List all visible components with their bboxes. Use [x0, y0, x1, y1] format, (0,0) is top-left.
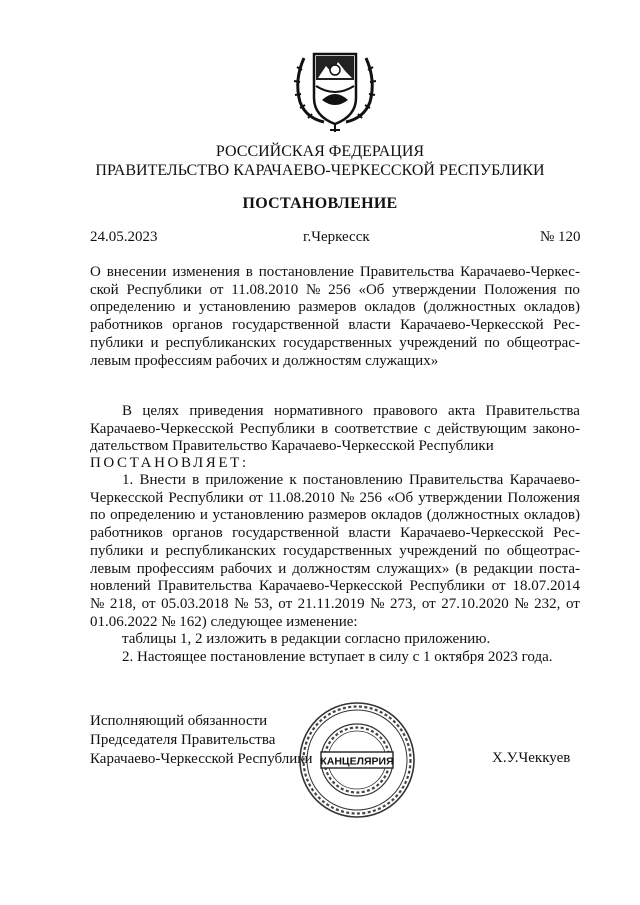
text-line: В целях приведения нормативного правового акта Правительства [122, 403, 580, 419]
text-line: 01.06.2022 № 162) следующее изменение: [90, 613, 358, 630]
signatory-position [90, 712, 313, 769]
text-line: ской Республики от 11.08.2010 № 256 «Об утверждении Положения по [90, 281, 580, 298]
text-line: работников органов государственной власти Карачаево-Черкесской Рес- [90, 317, 580, 334]
text-line: 2. Настоящее постановление вступает в силу с 1 октября 2023 года. [122, 649, 553, 666]
text-line: № 218, от 05.03.2018 № 53, от 21.11.2019 № 273, от 27.10.2020 № 232, от [90, 595, 580, 612]
text-line: определению и установлению размеров окладов (должностных окладов) [90, 299, 580, 316]
official-stamp [297, 700, 417, 820]
document-number: № 120 [540, 229, 581, 245]
text-line: Исполняющий обязанности [90, 713, 268, 729]
text-line: левым профессиям рабочих и должностям служащих» [90, 352, 439, 369]
country-title: РОССИЙСКАЯ ФЕДЕРАЦИЯ [215, 143, 425, 160]
decree-body [90, 472, 580, 667]
preamble [90, 403, 580, 456]
stamp-center-text: КАНЦЕЛЯРИЯ [320, 755, 394, 768]
text-line: О внесении изменения в постановление Правительства Карачаево-Черкес- [90, 264, 580, 280]
government-title: ПРАВИТЕЛЬСТВО КАРАЧАЕВО-ЧЕРКЕССКОЙ РЕСПУБЛИКИ [95, 162, 545, 179]
text-line: дательством Правительство Карачаево-Черкесской Республики [90, 438, 494, 455]
document-subject [90, 264, 580, 370]
text-line: работников органов государственной власти Карачаево-Черкесской Рес- [90, 525, 580, 542]
document-city: г.Черкесск [303, 229, 370, 245]
document-type: ПОСТАНОВЛЕНИЕ [242, 195, 398, 212]
text-line: таблицы 1, 2 изложить в редакции согласно приложению. [122, 631, 491, 648]
text-line: Председателя Правительства [90, 732, 276, 748]
text-line: новлений Правительства Карачаево-Черкесской Республики от 18.07.2014 [90, 578, 580, 595]
text-line: публики и республиканских государственных учреждений по общеотрас- [90, 542, 580, 559]
text-line: по определению и установлению размеров окладов (должностных окладов) [90, 507, 580, 524]
text-line: левым профессиям рабочих и должностям служащих» (в редакции поста- [90, 560, 580, 577]
text-line: Карачаево-Черкесской Республики в соответствие с действующим законо- [90, 420, 580, 437]
text-line: публики и республиканских государственных учреждений по общеотрас- [90, 334, 580, 351]
text-line: Карачаево-Черкесской Республики [90, 751, 313, 767]
text-line: 1. Внести в приложение к постановлению Правительства Карачаево- [122, 472, 580, 488]
document-date: 24.05.2023 [90, 229, 158, 245]
signatory-name: Х.У.Чеккуев [492, 750, 571, 766]
decree-word: ПОСТАНОВЛЯЕТ: [90, 455, 249, 471]
republic-emblem-icon [290, 40, 380, 135]
text-line: Черкесской Республики от 11.08.2010 № 256 «Об утверждении Положения [90, 489, 580, 506]
